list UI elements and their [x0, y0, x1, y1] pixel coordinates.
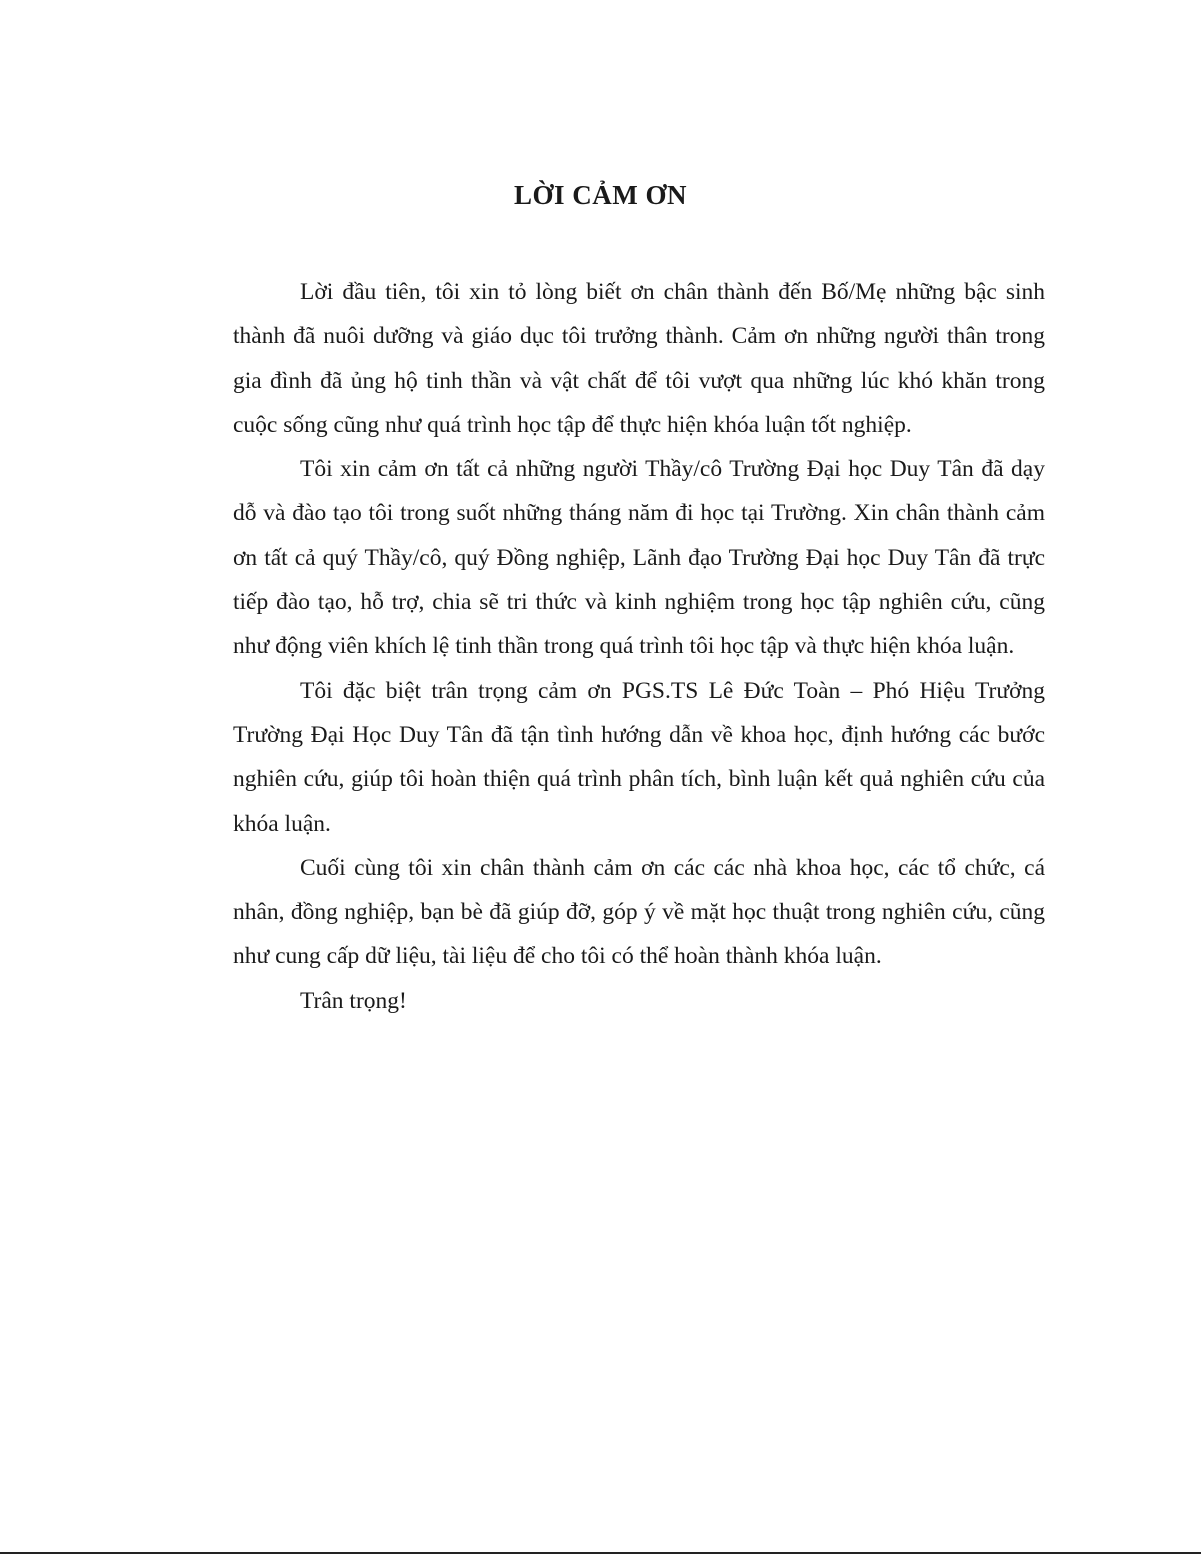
document-body [233, 270, 1045, 1023]
paragraph: Tôi xin cảm ơn tất cả những người Thầy/cô Trường Đại học Duy Tân đã dạy dỗ và đào tạo tôi trong suốt những tháng năm đi học tại Trường. Xin chân thành cảm ơn tất cả quý Thầy/cô, quý Đồng nghiệp, Lãnh đạo Trường Đại học Duy Tân đã trực tiếp đào tạo, hỗ trợ, chia sẽ tri thức và kinh nghiệm trong học tập nghiên cứu, cũng như động viên khích lệ tinh thần trong quá trình tôi học tập và thực hiện khóa luận. [233, 456, 1045, 660]
paragraph: Tôi đặc biệt trân trọng cảm ơn PGS.TS Lê Đức Toàn – Phó Hiệu Trưởng Trường Đại Học Duy Tân đã tận tình hướng dẫn về khoa học, định hướng các bước nghiên cứu, giúp tôi hoàn thiện quá trình phân tích, bình luận kết quả nghiên cứu của khóa luận. [233, 677, 1045, 837]
page-title: LỜI CẢM ƠN [514, 180, 687, 210]
paragraph: Cuối cùng tôi xin chân thành cảm ơn các các nhà khoa học, các tổ chức, cá nhân, đồng nghiệp, bạn bè đã giúp đỡ, góp ý về mặt học thuật trong nghiên cứu, cũng như cung cấp dữ liệu, tài liệu để cho tôi có thể hoàn thành khóa luận. [233, 854, 1045, 970]
closing-line: Trân trọng! [300, 987, 407, 1014]
paragraph: Lời đầu tiên, tôi xin tỏ lòng biết ơn chân thành đến Bố/Mẹ những bậc sinh thành đã nuôi dưỡng và giáo dục tôi trưởng thành. Cảm ơn những người thân trong gia đình đã ủng hộ tinh thần và vật chất để tôi vượt qua những lúc khó khăn trong cuộc sống cũng như quá trình học tập để thực hiện khóa luận tốt nghiệp. [233, 279, 1045, 438]
